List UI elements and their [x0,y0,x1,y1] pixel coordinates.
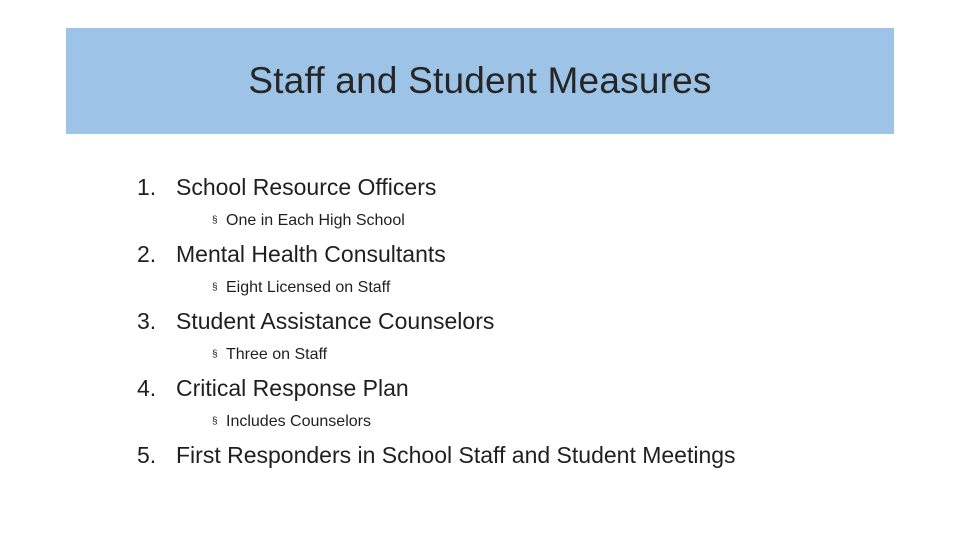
bullet-icon: § [212,416,218,427]
item-number: 4. [137,375,157,401]
slide-title: Staff and Student Measures [248,60,712,101]
item-label: Critical Response Plan [176,375,409,401]
item-number: 3. [137,308,157,334]
item-number: 5. [137,442,157,468]
title-band [66,28,894,134]
sub-item-label: Three on Staff [226,346,328,363]
sub-item-4 [212,413,371,431]
bullet-icon: § [212,282,218,293]
bullet-icon: § [212,215,218,226]
sub-item-label: Includes Counselors [226,413,371,430]
sub-item-label: One in Each High School [226,212,405,229]
item-label: First Responders in School Staff and Student Meetings [176,442,736,468]
item-label: Mental Health Consultants [176,241,446,267]
item-number: 1. [137,174,157,200]
list-item-2 [137,241,446,268]
list-item-3 [137,308,494,335]
item-label: School Resource Officers [176,174,437,200]
list-item-5 [137,442,736,469]
sub-item-2 [212,279,390,297]
item-label: Student Assistance Counselors [176,308,495,334]
bullet-icon: § [212,349,218,360]
list-item-4 [137,375,409,402]
list-item-1 [137,174,436,201]
sub-item-1 [212,212,405,230]
sub-item-label: Eight Licensed on Staff [226,279,391,296]
sub-item-3 [212,346,327,364]
item-number: 2. [137,241,157,267]
